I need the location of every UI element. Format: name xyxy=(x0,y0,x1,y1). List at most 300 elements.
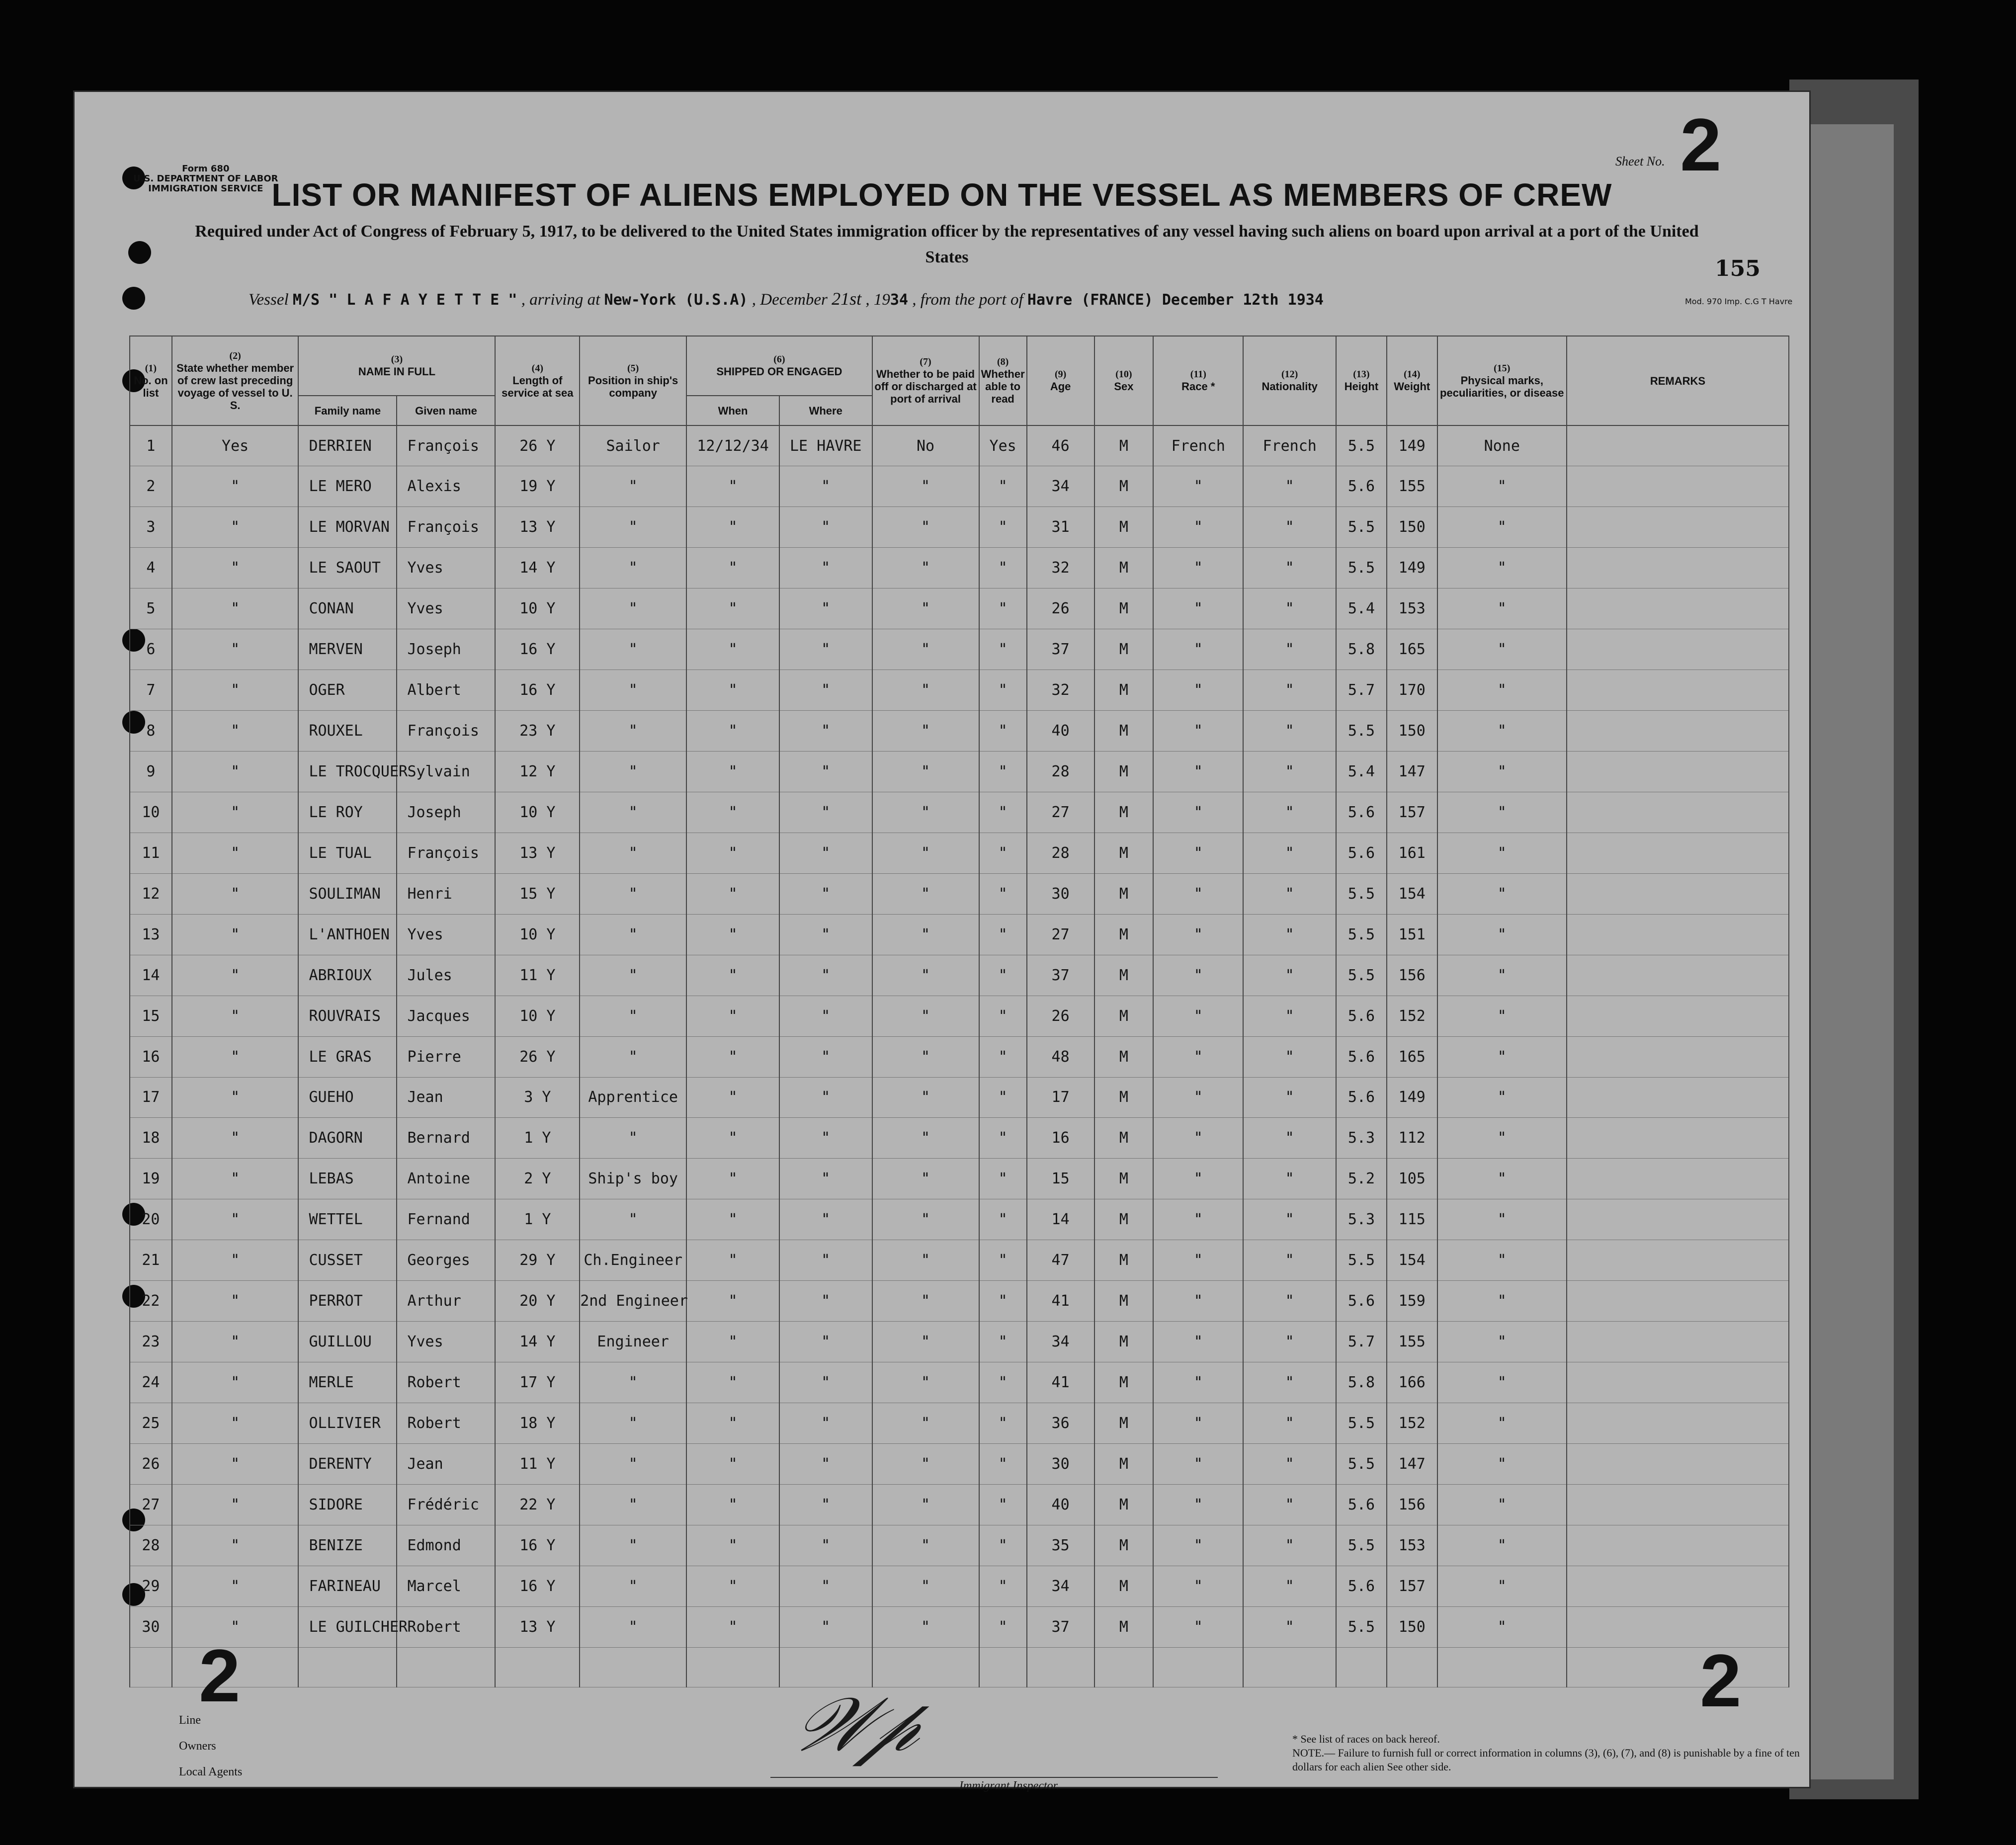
arrival-month: , December xyxy=(752,291,828,309)
nationality-cell: " xyxy=(1243,507,1336,548)
family-name-cell: GUILLOU xyxy=(298,1322,397,1362)
height-cell: 5.6 xyxy=(1336,1036,1387,1077)
shipped-when-cell: " xyxy=(686,670,779,711)
shipped-when-cell: " xyxy=(686,1606,779,1647)
prev-voyage-cell: " xyxy=(172,670,299,711)
service-length-cell: 16 Y xyxy=(495,670,580,711)
height-cell: 5.3 xyxy=(1336,1199,1387,1240)
remarks-cell xyxy=(1567,873,1789,914)
physical-marks-cell: " xyxy=(1437,955,1567,996)
given-name-cell: Pierre xyxy=(397,1036,495,1077)
physical-marks-cell: " xyxy=(1437,548,1567,588)
physical-marks-cell: " xyxy=(1437,1403,1567,1444)
remarks-cell xyxy=(1567,1199,1789,1240)
shipped-when-cell: " xyxy=(686,629,779,670)
height-cell: 5.4 xyxy=(1336,588,1387,629)
physical-marks-cell: " xyxy=(1437,711,1567,752)
height-cell: 5.5 xyxy=(1336,507,1387,548)
remarks-cell xyxy=(1567,914,1789,955)
race-cell: " xyxy=(1153,833,1243,873)
able-to-read-cell: " xyxy=(979,1606,1027,1647)
row-no-cell: 23 xyxy=(130,1322,172,1362)
position-cell: " xyxy=(580,466,686,507)
race-cell: " xyxy=(1153,996,1243,1036)
race-cell: " xyxy=(1153,1322,1243,1362)
vessel-label: Vessel xyxy=(249,291,289,309)
height-cell: 5.6 xyxy=(1336,792,1387,833)
row-no-cell: 2 xyxy=(130,466,172,507)
shipped-when-cell: " xyxy=(686,1403,779,1444)
given-name-cell: Jean xyxy=(397,1443,495,1484)
table-row xyxy=(130,752,1789,792)
position-cell: " xyxy=(580,1566,686,1606)
given-name-cell: François xyxy=(397,711,495,752)
local-agents-label: Local Agents xyxy=(179,1765,243,1778)
shipped-when-cell: " xyxy=(686,1362,779,1403)
row-no-cell: 24 xyxy=(130,1362,172,1403)
able-to-read-cell: " xyxy=(979,996,1027,1036)
paid-off-cell: " xyxy=(872,548,979,588)
col-service-header: (4) Length of service at sea xyxy=(495,336,580,425)
remarks-cell xyxy=(1567,466,1789,507)
remarks-cell xyxy=(1567,1240,1789,1281)
physical-marks-cell: " xyxy=(1437,1077,1567,1118)
row-no-cell: 28 xyxy=(130,1525,172,1566)
given-name-cell: Fernand xyxy=(397,1199,495,1240)
race-cell: " xyxy=(1153,466,1243,507)
row-no-cell: 20 xyxy=(130,1199,172,1240)
sex-cell: M xyxy=(1094,588,1154,629)
position-cell: " xyxy=(580,1362,686,1403)
paid-off-cell: " xyxy=(872,1281,979,1322)
prev-voyage-cell: " xyxy=(172,1484,299,1525)
prev-voyage-cell: " xyxy=(172,1036,299,1077)
sex-cell: M xyxy=(1094,833,1154,873)
age-cell: 37 xyxy=(1027,1606,1094,1647)
nationality-cell: " xyxy=(1243,548,1336,588)
given-name-cell: Jacques xyxy=(397,996,495,1036)
weight-cell: 150 xyxy=(1387,1606,1437,1647)
remarks-cell xyxy=(1567,507,1789,548)
race-cell: " xyxy=(1153,1118,1243,1159)
shipped-where-cell: " xyxy=(779,466,872,507)
nationality-cell: " xyxy=(1243,588,1336,629)
sex-cell: M xyxy=(1094,1118,1154,1159)
col-weight-header: (14) Weight xyxy=(1387,336,1437,425)
remarks-cell xyxy=(1567,670,1789,711)
sex-cell: M xyxy=(1094,1403,1154,1444)
shipped-where-cell: " xyxy=(779,1036,872,1077)
able-to-read-cell: " xyxy=(979,711,1027,752)
height-cell: 5.2 xyxy=(1336,1159,1387,1199)
arrival-year-prefix: , 19 xyxy=(865,291,890,309)
family-name-cell: LE MORVAN xyxy=(298,507,397,548)
position-cell: " xyxy=(580,629,686,670)
paid-off-cell: " xyxy=(872,1199,979,1240)
shipped-when-cell: " xyxy=(686,914,779,955)
position-cell: " xyxy=(580,1036,686,1077)
nationality-cell: " xyxy=(1243,1159,1336,1199)
race-cell: " xyxy=(1153,1443,1243,1484)
nationality-cell: " xyxy=(1243,1322,1336,1362)
sex-cell: M xyxy=(1094,914,1154,955)
family-name-cell: LE ROY xyxy=(298,792,397,833)
remarks-cell xyxy=(1567,1606,1789,1647)
nationality-cell: " xyxy=(1243,1484,1336,1525)
position-cell: " xyxy=(580,914,686,955)
shipped-where-cell: LE HAVRE xyxy=(779,425,872,466)
weight-cell: 149 xyxy=(1387,425,1437,466)
nationality-cell: " xyxy=(1243,466,1336,507)
family-name-cell: PERROT xyxy=(298,1281,397,1322)
weight-cell: 147 xyxy=(1387,1443,1437,1484)
position-cell: Ch.Engineer xyxy=(580,1240,686,1281)
position-cell: " xyxy=(580,1118,686,1159)
weight-cell: 165 xyxy=(1387,1036,1437,1077)
family-name-cell: ABRIOUX xyxy=(298,955,397,996)
position-cell: " xyxy=(580,507,686,548)
crew-manifest-table xyxy=(129,335,1789,1687)
shipped-when-cell: " xyxy=(686,588,779,629)
height-cell: 5.5 xyxy=(1336,1240,1387,1281)
form-number: Form 680 xyxy=(182,164,230,174)
age-cell: 28 xyxy=(1027,752,1094,792)
age-cell: 17 xyxy=(1027,1077,1094,1118)
shipped-when-cell: " xyxy=(686,507,779,548)
col-remarks-header: REMARKS xyxy=(1567,336,1789,425)
weight-cell: 105 xyxy=(1387,1159,1437,1199)
shipped-where-cell: " xyxy=(779,955,872,996)
paid-off-cell: " xyxy=(872,629,979,670)
table-row xyxy=(130,466,1789,507)
weight-cell: 155 xyxy=(1387,1322,1437,1362)
service-length-cell: 10 Y xyxy=(495,914,580,955)
race-cell: " xyxy=(1153,1606,1243,1647)
age-cell: 30 xyxy=(1027,873,1094,914)
sex-cell: M xyxy=(1094,1525,1154,1566)
prev-voyage-cell: " xyxy=(172,1362,299,1403)
paid-off-cell: " xyxy=(872,670,979,711)
service-length-cell: 12 Y xyxy=(495,752,580,792)
col-given-name-header: Given name xyxy=(397,396,495,425)
service-length-cell: 3 Y xyxy=(495,1077,580,1118)
table-row xyxy=(130,629,1789,670)
able-to-read-cell: " xyxy=(979,1281,1027,1322)
able-to-read-cell: Yes xyxy=(979,425,1027,466)
row-no-cell: 15 xyxy=(130,996,172,1036)
sex-cell: M xyxy=(1094,1240,1154,1281)
sex-cell: M xyxy=(1094,1281,1154,1322)
family-name-cell: LE GRAS xyxy=(298,1036,397,1077)
service-length-cell: 19 Y xyxy=(495,466,580,507)
punch-hole xyxy=(122,287,145,310)
height-cell: 5.7 xyxy=(1336,1322,1387,1362)
table-row xyxy=(130,1566,1789,1606)
shipped-when-cell: " xyxy=(686,833,779,873)
physical-marks-cell: None xyxy=(1437,425,1567,466)
row-no-cell: 1 xyxy=(130,425,172,466)
prev-voyage-cell: " xyxy=(172,507,299,548)
sex-cell: M xyxy=(1094,1159,1154,1199)
sex-cell: M xyxy=(1094,548,1154,588)
nationality-cell: " xyxy=(1243,629,1336,670)
table-row xyxy=(130,1159,1789,1199)
table-row xyxy=(130,792,1789,833)
nationality-cell: " xyxy=(1243,1240,1336,1281)
nationality-cell: " xyxy=(1243,711,1336,752)
position-cell: " xyxy=(580,996,686,1036)
service-length-cell: 13 Y xyxy=(495,1606,580,1647)
age-cell: 28 xyxy=(1027,833,1094,873)
sex-cell: M xyxy=(1094,792,1154,833)
row-no-cell: 22 xyxy=(130,1281,172,1322)
col-family-name-header: Family name xyxy=(298,396,397,425)
shipped-where-cell: " xyxy=(779,629,872,670)
height-cell: 5.5 xyxy=(1336,1443,1387,1484)
table-row xyxy=(130,1403,1789,1444)
position-cell: " xyxy=(580,792,686,833)
race-cell: " xyxy=(1153,711,1243,752)
service-length-cell: 23 Y xyxy=(495,711,580,752)
race-cell: " xyxy=(1153,955,1243,996)
vessel-name: M/S " L A F A Y E T T E " xyxy=(292,291,517,309)
paid-off-cell: No xyxy=(872,425,979,466)
shipped-when-cell: " xyxy=(686,1566,779,1606)
shipped-where-cell: " xyxy=(779,1159,872,1199)
printer-mark: Mod. 970 Imp. C.G T Havre xyxy=(1685,297,1793,306)
weight-cell: 156 xyxy=(1387,1484,1437,1525)
height-cell: 5.7 xyxy=(1336,670,1387,711)
table-row xyxy=(130,1362,1789,1403)
prev-voyage-cell: " xyxy=(172,1403,299,1444)
inspector-signature: 𝒲𝓅 xyxy=(782,1684,932,1766)
able-to-read-cell: " xyxy=(979,588,1027,629)
row-no-cell: 8 xyxy=(130,711,172,752)
nationality-cell: " xyxy=(1243,1077,1336,1118)
shipped-when-cell: " xyxy=(686,548,779,588)
able-to-read-cell: " xyxy=(979,833,1027,873)
prev-voyage-cell: " xyxy=(172,1281,299,1322)
shipped-when-cell: " xyxy=(686,955,779,996)
height-cell: 5.5 xyxy=(1336,548,1387,588)
row-no-cell: 7 xyxy=(130,670,172,711)
family-name-cell: WETTEL xyxy=(298,1199,397,1240)
sex-cell: M xyxy=(1094,1362,1154,1403)
table-row xyxy=(130,1199,1789,1240)
age-cell: 27 xyxy=(1027,792,1094,833)
shipped-where-cell: " xyxy=(779,873,872,914)
row-no-cell: 14 xyxy=(130,955,172,996)
paid-off-cell: " xyxy=(872,752,979,792)
paid-off-cell: " xyxy=(872,507,979,548)
age-cell: 34 xyxy=(1027,466,1094,507)
height-cell: 5.5 xyxy=(1336,914,1387,955)
sex-cell: M xyxy=(1094,1606,1154,1647)
age-cell: 32 xyxy=(1027,548,1094,588)
shipped-when-cell: " xyxy=(686,1077,779,1118)
able-to-read-cell: " xyxy=(979,466,1027,507)
nationality-cell: " xyxy=(1243,833,1336,873)
position-cell: " xyxy=(580,833,686,873)
prev-voyage-cell: " xyxy=(172,1199,299,1240)
paid-off-cell: " xyxy=(872,466,979,507)
nationality-cell: " xyxy=(1243,955,1336,996)
given-name-cell: Henri xyxy=(397,873,495,914)
table-row xyxy=(130,588,1789,629)
age-cell: 41 xyxy=(1027,1281,1094,1322)
row-no-cell: 4 xyxy=(130,548,172,588)
family-name-cell: GUEHO xyxy=(298,1077,397,1118)
age-cell: 37 xyxy=(1027,629,1094,670)
able-to-read-cell: " xyxy=(979,914,1027,955)
service-length-cell: 11 Y xyxy=(495,955,580,996)
service-length-cell: 16 Y xyxy=(495,1525,580,1566)
shipped-where-cell: " xyxy=(779,711,872,752)
height-cell: 5.5 xyxy=(1336,873,1387,914)
position-cell: " xyxy=(580,711,686,752)
sex-cell: M xyxy=(1094,629,1154,670)
given-name-cell: François xyxy=(397,425,495,466)
col-sex-header: (10) Sex xyxy=(1094,336,1154,425)
height-cell: 5.5 xyxy=(1336,711,1387,752)
height-cell: 5.8 xyxy=(1336,629,1387,670)
shipped-when-cell: " xyxy=(686,1443,779,1484)
shipped-when-cell: " xyxy=(686,873,779,914)
paid-off-cell: " xyxy=(872,711,979,752)
weight-cell: 112 xyxy=(1387,1118,1437,1159)
shipped-where-cell: " xyxy=(779,1199,872,1240)
table-row xyxy=(130,1525,1789,1566)
prev-voyage-cell: " xyxy=(172,914,299,955)
nationality-cell: " xyxy=(1243,1443,1336,1484)
inspector-label: Immigrant Inspector. xyxy=(959,1779,1060,1792)
paid-off-cell: " xyxy=(872,1362,979,1403)
table-row xyxy=(130,1281,1789,1322)
race-cell: " xyxy=(1153,1159,1243,1199)
remarks-cell xyxy=(1567,425,1789,466)
age-cell: 30 xyxy=(1027,1443,1094,1484)
row-no-cell: 19 xyxy=(130,1159,172,1199)
prev-voyage-cell: " xyxy=(172,1240,299,1281)
able-to-read-cell: " xyxy=(979,1566,1027,1606)
position-cell: " xyxy=(580,1199,686,1240)
line-label: Line xyxy=(179,1714,201,1727)
nationality-cell: " xyxy=(1243,996,1336,1036)
physical-marks-cell: " xyxy=(1437,588,1567,629)
service-name: IMMIGRATION SERVICE xyxy=(148,183,263,194)
physical-marks-cell: " xyxy=(1437,1566,1567,1606)
race-cell: " xyxy=(1153,1484,1243,1525)
family-name-cell: DERENTY xyxy=(298,1443,397,1484)
paid-off-cell: " xyxy=(872,1566,979,1606)
given-name-cell: Joseph xyxy=(397,792,495,833)
physical-marks-cell: " xyxy=(1437,1118,1567,1159)
able-to-read-cell: " xyxy=(979,1159,1027,1199)
table-row xyxy=(130,1118,1789,1159)
sex-cell: M xyxy=(1094,1443,1154,1484)
service-length-cell: 1 Y xyxy=(495,1199,580,1240)
shipped-where-cell: " xyxy=(779,1281,872,1322)
arrival-day: 21st xyxy=(832,289,862,309)
table-row xyxy=(130,548,1789,588)
shipped-when-cell: " xyxy=(686,1322,779,1362)
able-to-read-cell: " xyxy=(979,873,1027,914)
height-cell: 5.5 xyxy=(1336,955,1387,996)
able-to-read-cell: " xyxy=(979,507,1027,548)
paid-off-cell: " xyxy=(872,1322,979,1362)
sex-cell: M xyxy=(1094,466,1154,507)
weight-cell: 159 xyxy=(1387,1281,1437,1322)
race-cell: " xyxy=(1153,1240,1243,1281)
sheet-label: Sheet No. xyxy=(1615,154,1665,168)
prev-voyage-cell: " xyxy=(172,1118,299,1159)
weight-cell: 161 xyxy=(1387,833,1437,873)
race-cell: " xyxy=(1153,588,1243,629)
height-cell: 5.6 xyxy=(1336,466,1387,507)
height-cell: 5.6 xyxy=(1336,1281,1387,1322)
remarks-cell xyxy=(1567,711,1789,752)
race-cell: " xyxy=(1153,914,1243,955)
blank-row xyxy=(130,1648,1789,1687)
height-cell: 5.5 xyxy=(1336,425,1387,466)
shipped-where-cell: " xyxy=(779,1443,872,1484)
physical-marks-cell: " xyxy=(1437,833,1567,873)
service-length-cell: 15 Y xyxy=(495,873,580,914)
signature-line xyxy=(770,1777,1218,1778)
shipped-when-cell: " xyxy=(686,996,779,1036)
col-prev-voyage-header: (2) State whether member of crew last preceding voyage of vessel to U. S. xyxy=(172,336,299,425)
sheet-number: 2 xyxy=(1680,103,1722,186)
shipped-where-cell: " xyxy=(779,1362,872,1403)
remarks-cell xyxy=(1567,955,1789,996)
given-name-cell: Yves xyxy=(397,548,495,588)
shipped-when-cell: " xyxy=(686,752,779,792)
race-cell: " xyxy=(1153,752,1243,792)
shipped-where-cell: " xyxy=(779,1118,872,1159)
physical-marks-cell: " xyxy=(1437,1281,1567,1322)
prev-voyage-cell: " xyxy=(172,711,299,752)
paid-off-cell: " xyxy=(872,1606,979,1647)
position-cell: " xyxy=(580,752,686,792)
weight-cell: 170 xyxy=(1387,670,1437,711)
remarks-cell xyxy=(1567,1077,1789,1118)
col-no-header: (1) No. on list xyxy=(130,336,172,425)
table-row xyxy=(130,1077,1789,1118)
remarks-cell xyxy=(1567,1525,1789,1566)
table-row xyxy=(130,1484,1789,1525)
given-name-cell: Robert xyxy=(397,1403,495,1444)
given-name-cell: Yves xyxy=(397,588,495,629)
age-cell: 16 xyxy=(1027,1118,1094,1159)
col-when-header: When xyxy=(686,396,779,425)
shipped-where-cell: " xyxy=(779,1322,872,1362)
document-subtitle: Required under Act of Congress of February 5, 1917, to be delivered to the United States immigration officer by the representatives of any vessel having such aliens on board upon arrival at a port of the United States xyxy=(195,222,1699,266)
family-name-cell: LEBAS xyxy=(298,1159,397,1199)
paid-off-cell: " xyxy=(872,1525,979,1566)
physical-marks-cell: " xyxy=(1437,996,1567,1036)
sex-cell: M xyxy=(1094,1199,1154,1240)
given-name-cell: Joseph xyxy=(397,629,495,670)
row-no-cell: 9 xyxy=(130,752,172,792)
able-to-read-cell: " xyxy=(979,1199,1027,1240)
weight-cell: 152 xyxy=(1387,996,1437,1036)
nationality-cell: " xyxy=(1243,1036,1336,1077)
race-cell: " xyxy=(1153,792,1243,833)
given-name-cell: Robert xyxy=(397,1606,495,1647)
position-cell: Ship's boy xyxy=(580,1159,686,1199)
nationality-cell: " xyxy=(1243,1362,1336,1403)
height-cell: 5.5 xyxy=(1336,1525,1387,1566)
